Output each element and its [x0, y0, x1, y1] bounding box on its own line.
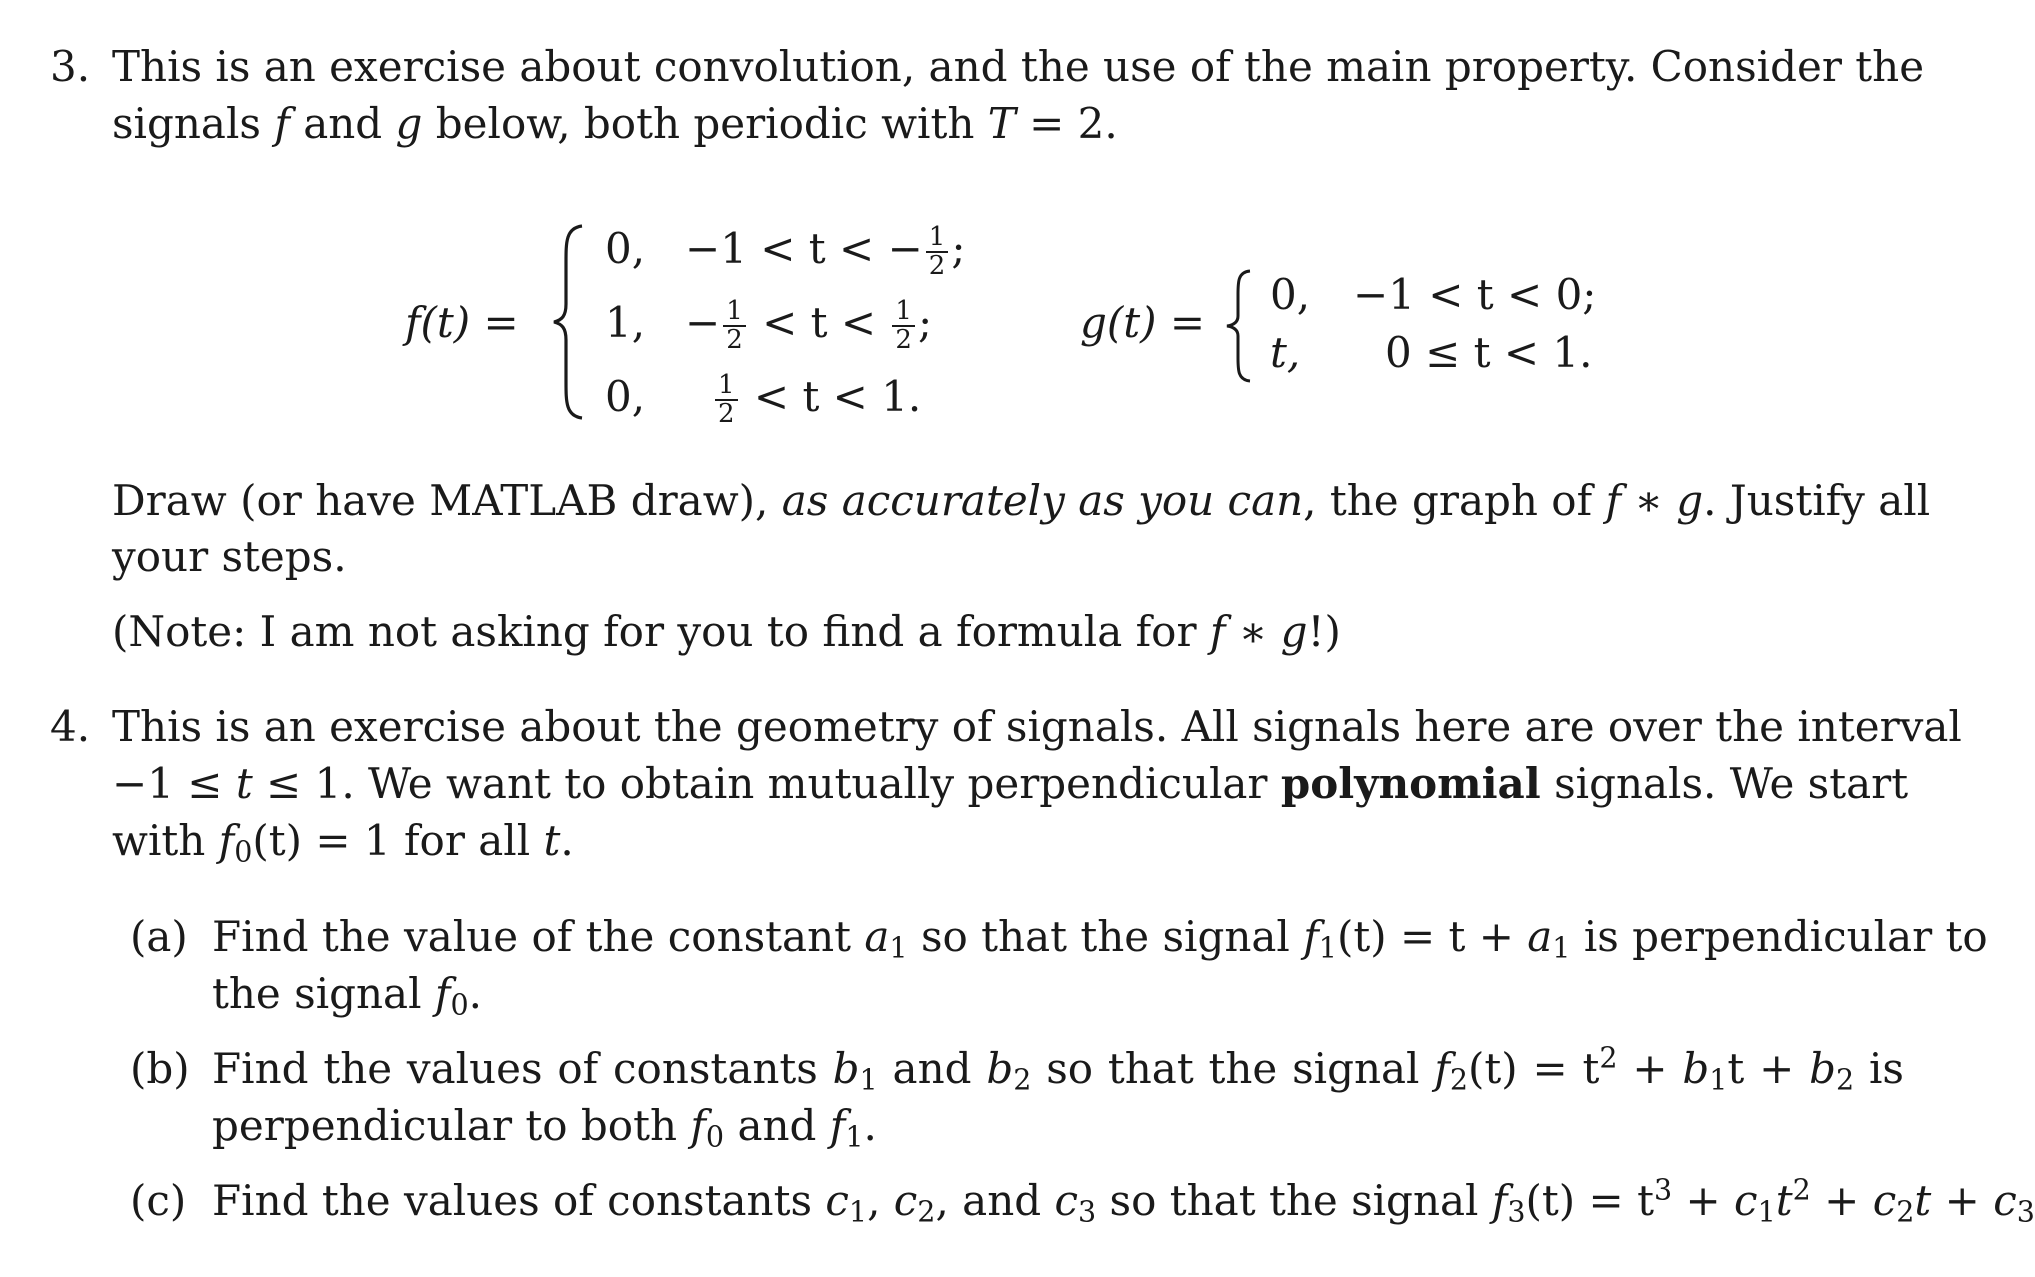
text: .	[468, 969, 482, 1018]
subscript: 0	[705, 1119, 725, 1154]
text: and	[724, 1101, 830, 1150]
f-case2-value: 1,	[605, 298, 646, 347]
subscript: 3	[1507, 1194, 1526, 1229]
superscript: 3	[1653, 1172, 1673, 1207]
g-case2-condition: 0 ≤ t < 1.	[1385, 328, 1593, 377]
denominator: 2	[895, 325, 912, 355]
part-a-line2	[212, 967, 482, 1021]
subscript: 3	[1078, 1194, 1097, 1229]
text: !)	[1307, 607, 1341, 656]
text: Draw (or have MATLAB draw),	[112, 476, 782, 525]
problem-4-line1: This is an exercise about the geometry of signals. All signals here are over the interval	[112, 702, 1962, 751]
text: the signal	[212, 969, 435, 1018]
problem-4-number: 4.	[50, 702, 91, 751]
fraction-half	[892, 298, 915, 354]
g-left-brace	[1222, 268, 1256, 384]
denominator: 2	[726, 325, 743, 355]
f-case1-condition	[685, 222, 965, 280]
math-t: t	[1914, 1176, 1932, 1225]
part-c-label: (c)	[130, 1176, 187, 1225]
subscript: 1	[1318, 930, 1337, 965]
math-t: t	[1775, 1176, 1793, 1225]
text: < t <	[748, 298, 890, 347]
subscript: 1	[1552, 930, 1571, 965]
math-T: T	[987, 99, 1016, 148]
text: −	[685, 298, 721, 347]
subscript: 1	[848, 1194, 868, 1229]
math-c: c	[1872, 1176, 1897, 1225]
part-b-line2	[212, 1099, 877, 1153]
part-c-line1	[212, 1172, 2035, 1229]
text: .	[560, 816, 574, 865]
numerator: 1	[926, 224, 949, 253]
problem-4-line2	[112, 757, 1909, 811]
math-a: a	[864, 912, 890, 961]
text: ,	[867, 1176, 894, 1225]
fraction-half	[723, 298, 746, 354]
math-f: f	[1303, 912, 1319, 961]
problem-4-line3	[112, 814, 574, 868]
subscript: 1	[1709, 1062, 1728, 1097]
math-f: f	[218, 816, 235, 865]
text: and	[289, 99, 396, 148]
text: t +	[1727, 1044, 1810, 1093]
text: so that the signal	[1031, 1044, 1435, 1093]
text: +	[1810, 1176, 1873, 1225]
text: +	[1672, 1176, 1735, 1225]
math-t: t	[543, 816, 561, 865]
f-lhs: f(t) =	[405, 298, 519, 347]
problem-3-number: 3.	[50, 42, 91, 91]
text: Find the values of constants	[212, 1176, 826, 1225]
text: , and	[935, 1176, 1055, 1225]
text: so that the signal	[1096, 1176, 1492, 1225]
f-left-brace	[548, 222, 588, 422]
math-c: c	[1054, 1176, 1079, 1225]
problem-3-intro-line1: This is an exercise about convolution, and the use of the main property. Consider the	[112, 42, 1925, 91]
numerator: 1	[723, 298, 746, 327]
text: is	[1854, 1044, 1904, 1093]
problem-3-note	[112, 605, 1341, 659]
math-c: c	[893, 1176, 918, 1225]
part-a-line1	[212, 910, 1988, 965]
numerator: 1	[892, 298, 915, 327]
text: Find the value of the constant	[212, 912, 865, 961]
part-a-label: (a)	[130, 912, 188, 961]
f-case3-condition	[712, 370, 921, 428]
subscript: 0	[450, 987, 469, 1022]
math-b: b	[986, 1044, 1014, 1093]
fraction-half	[926, 224, 949, 280]
text: below, both periodic with	[422, 99, 988, 148]
text: +	[1931, 1176, 1994, 1225]
math-f: f	[1434, 1044, 1450, 1093]
text: Find the values of constants	[212, 1044, 833, 1093]
problem-3-draw-line2: your steps.	[112, 532, 347, 581]
text: +	[1617, 1044, 1683, 1093]
superscript: 2	[1792, 1172, 1811, 1207]
subscript: 1	[889, 930, 908, 965]
text: −1 < t < −	[685, 224, 923, 273]
numerator: 1	[715, 372, 738, 401]
denominator: 2	[928, 251, 946, 281]
math-b: b	[832, 1044, 860, 1093]
text: with	[112, 816, 219, 865]
math-f-conv-g: f ∗ g	[1209, 607, 1308, 656]
problem-3-intro-line2	[112, 97, 1118, 151]
math-f: f	[1491, 1176, 1508, 1225]
denominator: 2	[718, 399, 735, 429]
math-f: f	[434, 969, 451, 1018]
part-b-label: (b)	[130, 1044, 190, 1093]
subscript: 2	[1013, 1062, 1032, 1097]
text: < t < 1.	[740, 372, 922, 421]
text: (t) = t	[1525, 1176, 1654, 1225]
f-case1-value: 0,	[605, 224, 646, 273]
text: . Justify all	[1703, 476, 1931, 525]
f-case2-condition	[685, 296, 932, 354]
text: ;	[917, 298, 933, 347]
math-f: f	[829, 1101, 846, 1150]
italic-text: as accurately as you can	[781, 476, 1304, 525]
text: (t) = t	[1468, 1044, 1600, 1093]
math-a: a	[1527, 912, 1553, 961]
text: so that the signal	[907, 912, 1304, 961]
text: is perpendicular to	[1570, 912, 1988, 961]
subscript: 1	[859, 1062, 878, 1097]
g-case2-value: t,	[1270, 328, 1301, 377]
text: perpendicular to both	[212, 1101, 691, 1150]
subscript: 2	[917, 1194, 936, 1229]
math-c: c	[1734, 1176, 1758, 1225]
math-b: b	[1682, 1044, 1710, 1093]
part-b-line1	[212, 1042, 1904, 1096]
math-c: c	[1993, 1176, 2017, 1225]
subscript: 2	[1449, 1062, 1469, 1097]
math-f: f	[690, 1101, 706, 1150]
text: (t) = 1 for all	[252, 816, 544, 865]
fraction-half	[715, 372, 738, 428]
text: signals	[112, 99, 275, 148]
math-f: f	[274, 99, 290, 148]
text: = 2.	[1015, 99, 1118, 148]
g-lhs: g(t) =	[1080, 298, 1206, 347]
math-b: b	[1809, 1044, 1837, 1093]
subscript: 2	[1896, 1194, 1915, 1229]
text: and	[877, 1044, 987, 1093]
text: ;	[951, 224, 966, 273]
text: −1 ≤	[112, 759, 236, 808]
math-g: g	[395, 99, 423, 148]
problem-3-draw-line1	[112, 474, 1931, 528]
text: ≤ 1. We want to obtain mutually perpendicular	[252, 759, 1281, 808]
text: , the graph of	[1303, 476, 1606, 525]
text: (t) = t +	[1336, 912, 1528, 961]
text: signals. We start	[1540, 759, 1909, 808]
math-c: c	[825, 1176, 849, 1225]
bold-text: polynomial	[1280, 759, 1541, 808]
g-case1-condition: −1 < t < 0;	[1353, 270, 1597, 319]
subscript: 1	[845, 1119, 864, 1154]
subscript: 1	[1757, 1194, 1776, 1229]
math-t: t	[235, 759, 253, 808]
subscript: 0	[234, 834, 253, 869]
f-case3-value: 0,	[605, 372, 646, 421]
subscript: 2	[1836, 1062, 1855, 1097]
g-case1-value: 0,	[1270, 270, 1311, 319]
superscript: 2	[1599, 1040, 1618, 1075]
math-f-conv-g: f ∗ g	[1605, 476, 1704, 525]
text: (Note: I am not asking for you to find a formula for	[112, 607, 1210, 656]
subscript: 3	[2016, 1194, 2035, 1229]
text: .	[863, 1101, 877, 1150]
